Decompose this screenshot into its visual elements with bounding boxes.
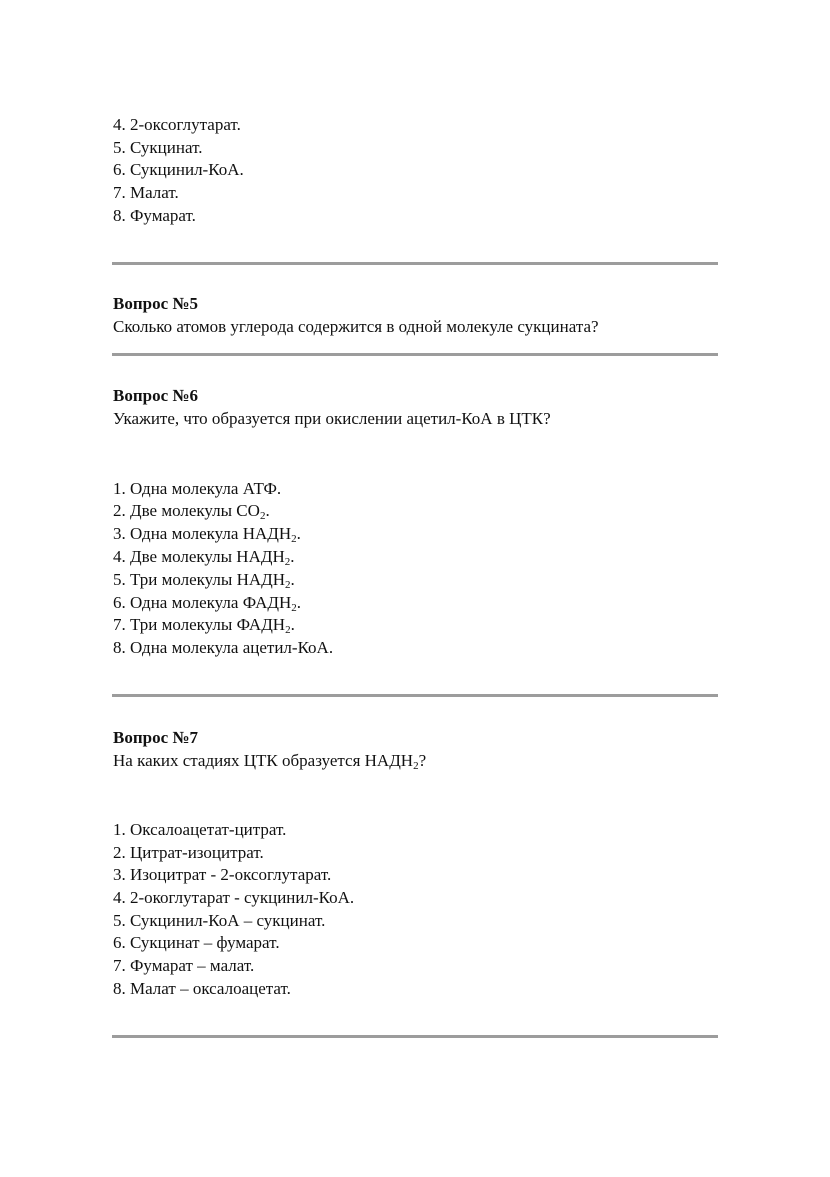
q7-option-7: 7. Фумарат – малат. (113, 956, 255, 975)
divider (112, 1035, 718, 1038)
q6-option-3: 3. Одна молекула $НАДН_2$. (113, 524, 301, 545)
q7-option-2: 2. Цитрат-изоцитрат. (113, 843, 264, 862)
q7-option-8: 8. Малат – оксалоацетат. (113, 979, 291, 998)
q4-option-5: 5. Сукцинат. (113, 138, 203, 157)
q7-option-1: 1. Оксалоацетат-цитрат. (113, 820, 287, 839)
q7-question: На каких стадиях ЦТК образуется $НАДН_2$? (113, 751, 427, 772)
q6-option-1: 1. Одна молекула АТФ. (113, 479, 282, 498)
q4-option-4: 4. 2-оксоглутарат. (113, 115, 241, 134)
q5-question: Сколько атомов углерода содержится в одной молекуле сукцината? (113, 317, 599, 336)
q6-option-7: 7. Три молекулы $ФАДН_2$. (113, 615, 295, 636)
divider (112, 262, 718, 265)
divider (112, 694, 718, 697)
q6-option-8: 8. Одна молекула ацетил-КоА. (113, 638, 334, 657)
q7-option-4: 4. 2-окоглутарат - сукцинил-КоА. (113, 888, 355, 907)
q4-option-7: 7. Малат. (113, 183, 179, 202)
q6-question: Укажите, что образуется при окислении ацетил-КоА в ЦТК? (113, 409, 551, 428)
q6-heading: Вопрос №6 (113, 386, 198, 405)
q5-heading: Вопрос №5 (113, 294, 198, 313)
q7-option-3: 3. Изоцитрат - 2-оксоглутарат. (113, 865, 332, 884)
q7-option-5: 5. Сукцинил-КоА – сукцинат. (113, 911, 326, 930)
q7-option-6: 6. Сукцинат – фумарат. (113, 933, 280, 952)
q7-heading: Вопрос №7 (113, 728, 198, 747)
q6-option-4: 4. Две молекулы $НАДН_2$. (113, 547, 295, 568)
divider (112, 353, 718, 356)
q6-option-5: 5. Три молекулы $НАДН_2$. (113, 570, 295, 591)
q4-option-6: 6. Сукцинил-КоА. (113, 160, 244, 179)
q4-option-8: 8. Фумарат. (113, 206, 196, 225)
q6-option-2: 2. Две молекулы $СО_2$. (113, 501, 270, 522)
q6-option-6: 6. Одна молекула $ФАДН_2$. (113, 593, 301, 614)
